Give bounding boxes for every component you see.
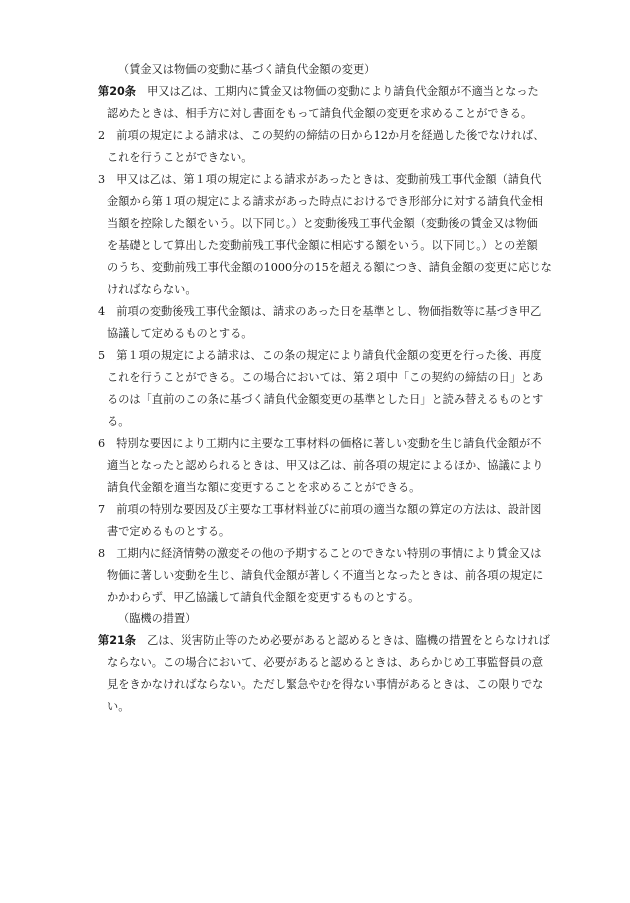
article-20-p7-line2: 書で定めるものとする。	[107, 525, 231, 538]
article-21-p1-line2: ならない。この場合において、必要があると認めるときは、あらかじめ工事監督員の意	[107, 656, 544, 669]
article-20-p8-line2: 物価に著しい変動を生じ、請負代金額が著しく不適当となったときは、前各項の規定に	[107, 569, 544, 582]
article-20-p5-line2: これを行うことができる。この場合においては、第２項中「この契約の締結の日」とあ	[107, 371, 544, 384]
article-20-p6-line2: 適当となったと認められるときは、甲又は乙は、前各項の規定によるほか、協議により	[107, 459, 544, 472]
article-20-p3-line5: のうち、変動前残工事代金額の1000分の15を超える額につき、請負金額の変更に応じな	[107, 261, 552, 274]
article-21-caption: （臨機の措置）	[118, 612, 197, 625]
article-20-p4-line2: 協議して定めるものとする。	[107, 327, 253, 340]
article-20-p3-line4: を基礎として算出した変動前残工事代金額に相応する額をいう。以下同じ。）との差額	[107, 239, 538, 252]
article-20-caption: （賃金又は物価の変動に基づく請負代金額の変更）	[118, 63, 376, 76]
article-21-heading	[98, 633, 550, 649]
article-20-p5-line3: るのは「直前のこの条に基づく請負代金額変更の基準とした日」と読み替えるものとす	[107, 393, 544, 406]
article-20-p3-line3: 当額を控除した額をいう。以下同じ。）と変動後残工事代金額（変動後の賃金又は物価	[107, 217, 538, 230]
article-21-p1-line4: い。	[107, 700, 130, 713]
article-21-p1-line3: 見をきかなければならない。ただし緊急やむを得ない事情があるときは、この限りでな	[107, 678, 544, 691]
article-20-p3-line6: ければならない。	[107, 283, 197, 296]
article-21-number: 第21条	[98, 634, 136, 647]
article-20-heading	[98, 84, 539, 100]
article-20-p3-line2: 金額から第１項の規定による請求があった時点におけるでき形部分に対する請負代金相	[107, 195, 544, 208]
article-21-p1-line1: 乙は、災害防止等のため必要があると認めるときは、臨機の措置をとらなければ	[147, 634, 550, 647]
article-20-p1-line1: 甲又は乙は、工期内に賃金又は物価の変動により請負代金額が不適当となった	[147, 85, 539, 98]
article-20-p6-line1: 6 特別な要因により工期内に主要な工事材料の価格に著しい変動を生じ請負代金額が不	[98, 437, 542, 450]
article-20-p7-line1: 7 前項の特別な要因及び主要な工事材料並びに前項の適当な額の算定の方法は、設計図	[98, 503, 542, 516]
article-20-p4-line1: 4 前項の変動後残工事代金額は、請求のあった日を基準とし、物価指数等に基づき甲乙	[98, 305, 542, 318]
article-20-p8-line3: かかわらず、甲乙協議して請負代金額を変更するものとする。	[107, 591, 420, 604]
article-20-p2-line1: 2 前項の規定による請求は、この契約の締結の日から12か月を経過した後でなければ、	[98, 129, 545, 142]
article-20-p8-line1: 8 工期内に経済情勢の激変その他の予期することのできない特別の事情により賃金又は	[98, 547, 542, 560]
article-20-number: 第20条	[98, 85, 136, 98]
article-20-p5-line4: る。	[107, 415, 130, 428]
article-20-p5-line1: 5 第１項の規定による請求は、この条の規定により請負代金額の変更を行った後、再度	[98, 349, 542, 362]
article-20-p2-line2: これを行うことができない。	[107, 151, 253, 164]
article-20-p3-line1: 3 甲又は乙は、第１項の規定による請求があったときは、変動前残工事代金額（請負代	[98, 173, 542, 186]
article-20-p6-line3: 請負代金額を適当な額に変更することを求めることができる。	[107, 481, 421, 494]
article-20-p1-line2: 認めたときは、相手方に対し書面をもって請負代金額の変更を求めることができる。	[107, 107, 533, 120]
